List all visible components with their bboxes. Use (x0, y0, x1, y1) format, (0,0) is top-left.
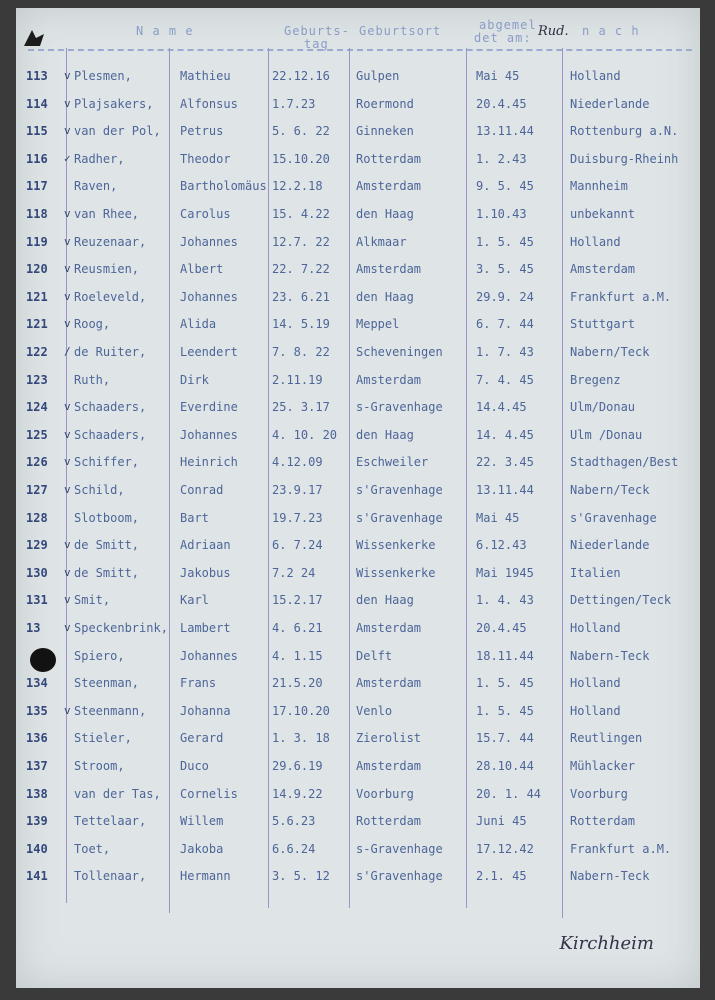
birthplace-cell: Gulpen (356, 69, 400, 83)
surname-cell: Plesmen, (74, 69, 132, 83)
birthplace-cell: Amsterdam (356, 676, 422, 691)
birthdate-cell: 6.6.24 (272, 841, 316, 856)
check-mark: v (64, 69, 71, 82)
row-number: 118 (26, 207, 48, 221)
birthplace-cell: Venlo (356, 703, 393, 718)
surname-cell: Smit, (74, 593, 111, 608)
table-row (16, 317, 700, 341)
birthplace-cell: Meppel (356, 317, 400, 332)
table-row (16, 731, 700, 755)
birthplace-cell: Alkmaar (356, 234, 407, 249)
table-row (16, 649, 700, 673)
birthdate-cell: 12.2.18 (272, 179, 323, 194)
check-mark: v (64, 483, 71, 496)
destination-cell: unbekannt (570, 207, 636, 221)
birthplace-cell: Amsterdam (356, 372, 422, 387)
column-header-row (16, 18, 700, 52)
row-number: 123 (26, 372, 48, 387)
deregistered-date-cell: 13.11.44 (476, 483, 534, 497)
birthplace-cell: Amsterdam (356, 621, 422, 635)
surname-cell: Toet, (74, 841, 111, 856)
row-number: 127 (26, 483, 48, 497)
deregistered-date-cell: 7. 4. 45 (476, 372, 534, 387)
table-row (16, 787, 700, 811)
row-number: 120 (26, 262, 48, 277)
birthplace-cell: Amsterdam (356, 759, 422, 773)
birthplace-cell: Scheveningen (356, 345, 443, 359)
first-name-cell: Duco (180, 759, 209, 773)
table-row (16, 676, 700, 700)
surname-cell: de Ruiter, (74, 345, 147, 359)
destination-cell: Holland (570, 676, 621, 691)
deregistered-date-cell: 29.9. 24 (476, 289, 534, 304)
first-name-cell: Johannes (180, 427, 238, 442)
destination-cell: Nabern-Teck (570, 648, 650, 663)
first-name-cell: Carolus (180, 207, 231, 221)
surname-cell: Stroom, (74, 759, 125, 773)
row-number: 115 (26, 124, 48, 139)
surname-cell: Tollenaar, (74, 869, 147, 884)
first-name-cell: Conrad (180, 483, 224, 497)
surname-cell: Tettelaar, (74, 814, 147, 829)
birthplace-cell: den Haag (356, 427, 414, 442)
birthdate-cell: 15. 4.22 (272, 207, 330, 221)
row-number: 137 (26, 759, 48, 773)
destination-cell: Niederlande (570, 538, 650, 553)
destination-cell: Ulm/Donau (570, 400, 636, 415)
row-number: 129 (26, 538, 48, 553)
deregistered-date-cell: 6.12.43 (476, 538, 527, 553)
row-number: 124 (26, 400, 48, 415)
first-name-cell: Bartholomäus (180, 179, 267, 194)
destination-cell: Mühlacker (570, 759, 636, 773)
first-name-cell: Bart (180, 510, 209, 525)
surname-cell: Schaaders, (74, 400, 147, 415)
check-mark: v (64, 234, 71, 248)
first-name-cell: Johannes (180, 234, 238, 249)
destination-cell: Dettingen/Teck (570, 593, 672, 608)
deregistered-date-cell: 15.7. 44 (476, 731, 534, 746)
row-number: 135 (26, 703, 48, 718)
surname-cell: de Smitt, (74, 565, 140, 580)
first-name-cell: Johannes (180, 648, 238, 663)
destination-cell: Stuttgart (570, 317, 636, 332)
birthplace-cell: Rotterdam (356, 814, 422, 829)
deregistered-date-cell: 1. 7. 43 (476, 345, 534, 359)
surname-cell: Schiffer, (74, 455, 140, 470)
punch-hole (30, 648, 56, 672)
surname-cell: Roog, (74, 317, 111, 332)
birthdate-cell: 1. 3. 18 (272, 731, 330, 746)
deregistered-date-cell: 14.4.45 (476, 400, 527, 415)
surname-cell: van Rhee, (74, 207, 140, 221)
deregistered-date-cell: 1. 4. 43 (476, 593, 534, 608)
birthdate-cell: 7.2 24 (272, 565, 316, 580)
header-divider (28, 49, 692, 51)
row-number: 113 (26, 69, 48, 83)
deregistered-date-cell: Juni 45 (476, 814, 527, 829)
table-row (16, 345, 700, 369)
first-name-cell: Leendert (180, 345, 238, 359)
first-name-cell: Lambert (180, 621, 231, 635)
birthplace-cell: s'Gravenhage (356, 483, 443, 497)
first-name-cell: Petrus (180, 124, 224, 139)
row-number: 136 (26, 731, 48, 746)
destination-cell: Bregenz (570, 372, 621, 387)
header-name: N a m e (136, 24, 194, 38)
table-row (16, 704, 700, 728)
row-number: 131 (26, 593, 48, 608)
birthdate-cell: 25. 3.17 (272, 400, 330, 415)
surname-cell: Steenman, (74, 676, 140, 691)
destination-cell: Holland (570, 234, 621, 249)
destination-cell: Holland (570, 703, 621, 718)
birthdate-cell: 15.2.17 (272, 593, 323, 608)
check-mark: v (64, 455, 71, 469)
birthdate-cell: 14.9.22 (272, 786, 323, 801)
table-row (16, 869, 700, 893)
birthplace-cell: Rotterdam (356, 151, 422, 166)
birthdate-cell: 29.6.19 (272, 759, 323, 773)
header-birthplace: Geburtsort (359, 24, 442, 38)
table-row (16, 455, 700, 479)
first-name-cell: Willem (180, 814, 224, 829)
birthdate-cell: 4. 1.15 (272, 648, 323, 663)
first-name-cell: Karl (180, 593, 209, 608)
surname-cell: Raven, (74, 179, 118, 194)
row-number: 119 (26, 234, 48, 249)
header-deregistered-2: det am: (474, 31, 532, 45)
first-name-cell: Frans (180, 676, 217, 691)
birthdate-cell: 1.7.23 (272, 96, 316, 111)
check-mark: v (64, 317, 71, 331)
birthplace-cell: s-Gravenhage (356, 841, 443, 856)
surname-cell: Reusmien, (74, 262, 140, 277)
deregistered-date-cell: Mai 1945 (476, 565, 534, 580)
check-mark: ✓ (64, 151, 71, 165)
deregistered-date-cell: 9. 5. 45 (476, 179, 534, 194)
first-name-cell: Albert (180, 262, 224, 277)
deregistered-date-cell: 1. 2.43 (476, 151, 527, 166)
first-name-cell: Johannes (180, 289, 238, 304)
deregistered-date-cell: 6. 7. 44 (476, 317, 534, 332)
destination-cell: Reutlingen (570, 731, 643, 746)
deregistered-date-cell: 20. 1. 44 (476, 786, 542, 801)
surname-cell: Schaaders, (74, 427, 147, 442)
table-row (16, 511, 700, 535)
birthplace-cell: s'Gravenhage (356, 869, 443, 884)
surname-cell: Spiero, (74, 648, 125, 663)
table-row (16, 152, 700, 176)
first-name-cell: Jakobus (180, 565, 231, 580)
row-number: 128 (26, 510, 48, 525)
birthplace-cell: Wissenkerke (356, 565, 436, 580)
destination-cell: Nabern/Teck (570, 345, 650, 359)
first-name-cell: Theodor (180, 151, 231, 166)
birthdate-cell: 7. 8. 22 (272, 345, 330, 359)
row-number: 121 (26, 289, 48, 304)
table-row (16, 69, 700, 93)
destination-cell: Italien (570, 565, 621, 580)
surname-cell: van der Pol, (74, 124, 161, 139)
table-row (16, 290, 700, 314)
table-row (16, 179, 700, 203)
first-name-cell: Mathieu (180, 69, 231, 83)
surname-cell: Steenmann, (74, 703, 147, 718)
check-mark: / (64, 345, 71, 358)
table-row (16, 373, 700, 397)
first-name-cell: Johanna (180, 703, 231, 718)
birthplace-cell: den Haag (356, 207, 414, 221)
handwritten-header-note: Rud. (538, 24, 569, 39)
table-row (16, 428, 700, 452)
check-mark: v (64, 565, 71, 579)
birthdate-cell: 4. 6.21 (272, 621, 323, 635)
deregistered-date-cell: Mai 45 (476, 510, 520, 525)
birthdate-cell: 4. 10. 20 (272, 427, 338, 442)
destination-cell: Holland (570, 621, 621, 635)
handwritten-location: Kirchheim (559, 933, 654, 954)
check-mark: v (64, 703, 71, 717)
row-number: 125 (26, 427, 48, 442)
birthdate-cell: 21.5.20 (272, 676, 323, 691)
first-name-cell: Dirk (180, 372, 209, 387)
deregistered-date-cell: 20.4.45 (476, 96, 527, 111)
table-row (16, 97, 700, 121)
table-row (16, 235, 700, 259)
row-number: 126 (26, 455, 48, 470)
table-row (16, 759, 700, 783)
surname-cell: Radher, (74, 151, 125, 166)
birthplace-cell: den Haag (356, 289, 414, 304)
row-number: 114 (26, 96, 48, 111)
row-number: 121 (26, 317, 48, 332)
header-deregistered-1: abgemel- (479, 18, 545, 32)
destination-cell: Nabern-Teck (570, 869, 650, 884)
deregistered-date-cell: 13.11.44 (476, 124, 534, 139)
check-mark: v (64, 207, 71, 220)
deregistered-date-cell: 1.10.43 (476, 207, 527, 221)
surname-cell: Stieler, (74, 731, 132, 746)
birthplace-cell: Ginneken (356, 124, 414, 139)
surname-cell: Schild, (74, 483, 125, 497)
header-birthdate-1: Geburts- (284, 24, 350, 38)
destination-cell: Ulm /Donau (570, 427, 643, 442)
check-mark: v (64, 96, 71, 110)
destination-cell: Nabern/Teck (570, 483, 650, 497)
check-mark: v (64, 427, 71, 441)
table-row (16, 566, 700, 590)
first-name-cell: Hermann (180, 869, 231, 884)
row-number: 13 (26, 621, 41, 635)
birthplace-cell: s-Gravenhage (356, 400, 443, 415)
check-mark: v (64, 621, 71, 634)
birthdate-cell: 22.12.16 (272, 69, 330, 83)
destination-cell: Rottenburg a.N. (570, 124, 679, 139)
check-mark: v (64, 400, 71, 414)
first-name-cell: Cornelis (180, 786, 238, 801)
header-birthdate-2: tag (304, 37, 329, 51)
birthdate-cell: 5. 6. 22 (272, 124, 330, 139)
table-row (16, 207, 700, 231)
table-row (16, 814, 700, 838)
birthdate-cell: 22. 7.22 (272, 262, 330, 277)
birthdate-cell: 19.7.23 (272, 510, 323, 525)
surname-cell: Plajsakers, (74, 96, 154, 111)
surname-cell: van der Tas, (74, 786, 161, 801)
surname-cell: de Smitt, (74, 538, 140, 553)
birthplace-cell: Delft (356, 648, 393, 663)
birthdate-cell: 3. 5. 12 (272, 869, 330, 884)
first-name-cell: Everdine (180, 400, 238, 415)
table-row (16, 124, 700, 148)
birthplace-cell: Eschweiler (356, 455, 429, 470)
deregistered-date-cell: 1. 5. 45 (476, 676, 534, 691)
birthplace-cell: Wissenkerke (356, 538, 436, 553)
deregistered-date-cell: 14. 4.45 (476, 427, 534, 442)
deregistered-date-cell: 17.12.42 (476, 841, 534, 856)
check-mark: v (64, 124, 71, 138)
header-destination: n a c h (582, 24, 640, 38)
row-number: 141 (26, 869, 48, 884)
deregistered-date-cell: 22. 3.45 (476, 455, 534, 470)
first-name-cell: Heinrich (180, 455, 238, 470)
surname-cell: Speckenbrink, (74, 621, 168, 635)
deregistered-date-cell: 18.11.44 (476, 648, 534, 663)
birthplace-cell: Zierolist (356, 731, 422, 746)
row-number: 140 (26, 841, 48, 856)
birthdate-cell: 17.10.20 (272, 703, 330, 718)
birthplace-cell: s'Gravenhage (356, 510, 443, 525)
row-number: 139 (26, 814, 48, 829)
table-row (16, 538, 700, 562)
destination-cell: Frankfurt a.M. (570, 841, 672, 856)
birthplace-cell: Roermond (356, 96, 414, 111)
birthdate-cell: 12.7. 22 (272, 234, 330, 249)
surname-cell: Roeleveld, (74, 289, 147, 304)
table-row (16, 262, 700, 286)
row-number: 134 (26, 676, 48, 691)
destination-cell: Mannheim (570, 179, 628, 194)
document-page (16, 8, 700, 988)
first-name-cell: Gerard (180, 731, 224, 746)
birthdate-cell: 5.6.23 (272, 814, 316, 829)
destination-cell: Stadthagen/Best (570, 455, 679, 470)
row-number: 117 (26, 179, 48, 194)
deregistered-date-cell: Mai 45 (476, 69, 520, 83)
table-row (16, 621, 700, 645)
column-rule (169, 48, 170, 913)
birthdate-cell: 15.10.20 (272, 151, 330, 166)
check-mark: v (64, 262, 71, 276)
deregistered-date-cell: 1. 5. 45 (476, 234, 534, 249)
surname-cell: Ruth, (74, 372, 111, 387)
birthdate-cell: 6. 7.24 (272, 538, 323, 553)
deregistered-date-cell: 1. 5. 45 (476, 703, 534, 718)
destination-cell: Amsterdam (570, 262, 636, 277)
table-row (16, 842, 700, 866)
destination-cell: s'Gravenhage (570, 510, 657, 525)
birthplace-cell: Amsterdam (356, 262, 422, 277)
birthdate-cell: 4.12.09 (272, 455, 323, 470)
check-mark: v (64, 593, 71, 607)
deregistered-date-cell: 3. 5. 45 (476, 262, 534, 277)
birthdate-cell: 23.9.17 (272, 483, 323, 497)
surname-cell: Reuzenaar, (74, 234, 147, 249)
row-number: 138 (26, 786, 48, 801)
check-mark: v (64, 538, 71, 552)
destination-cell: Duisburg-Rheinh (570, 151, 679, 166)
table-row (16, 593, 700, 617)
table-row (16, 400, 700, 424)
destination-cell: Frankfurt a.M. (570, 289, 672, 304)
destination-cell: Voorburg (570, 786, 628, 801)
destination-cell: Niederlande (570, 96, 650, 111)
table-row (16, 483, 700, 507)
first-name-cell: Jakoba (180, 841, 224, 856)
first-name-cell: Alfonsus (180, 96, 238, 111)
check-mark: v (64, 289, 71, 303)
birthplace-cell: Voorburg (356, 786, 414, 801)
first-name-cell: Adriaan (180, 538, 231, 553)
birthdate-cell: 23. 6.21 (272, 289, 330, 304)
deregistered-date-cell: 20.4.45 (476, 621, 527, 635)
birthdate-cell: 2.11.19 (272, 372, 323, 387)
row-number: 116 (26, 151, 48, 166)
first-name-cell: Alida (180, 317, 217, 332)
destination-cell: Rotterdam (570, 814, 636, 829)
birthplace-cell: Amsterdam (356, 179, 422, 194)
surname-cell: Slotboom, (74, 510, 140, 525)
row-number: 122 (26, 345, 48, 359)
deregistered-date-cell: 2.1. 45 (476, 869, 527, 884)
row-number: 130 (26, 565, 48, 580)
deregistered-date-cell: 28.10.44 (476, 759, 534, 773)
destination-cell: Holland (570, 69, 621, 83)
birthdate-cell: 14. 5.19 (272, 317, 330, 332)
birthplace-cell: den Haag (356, 593, 414, 608)
